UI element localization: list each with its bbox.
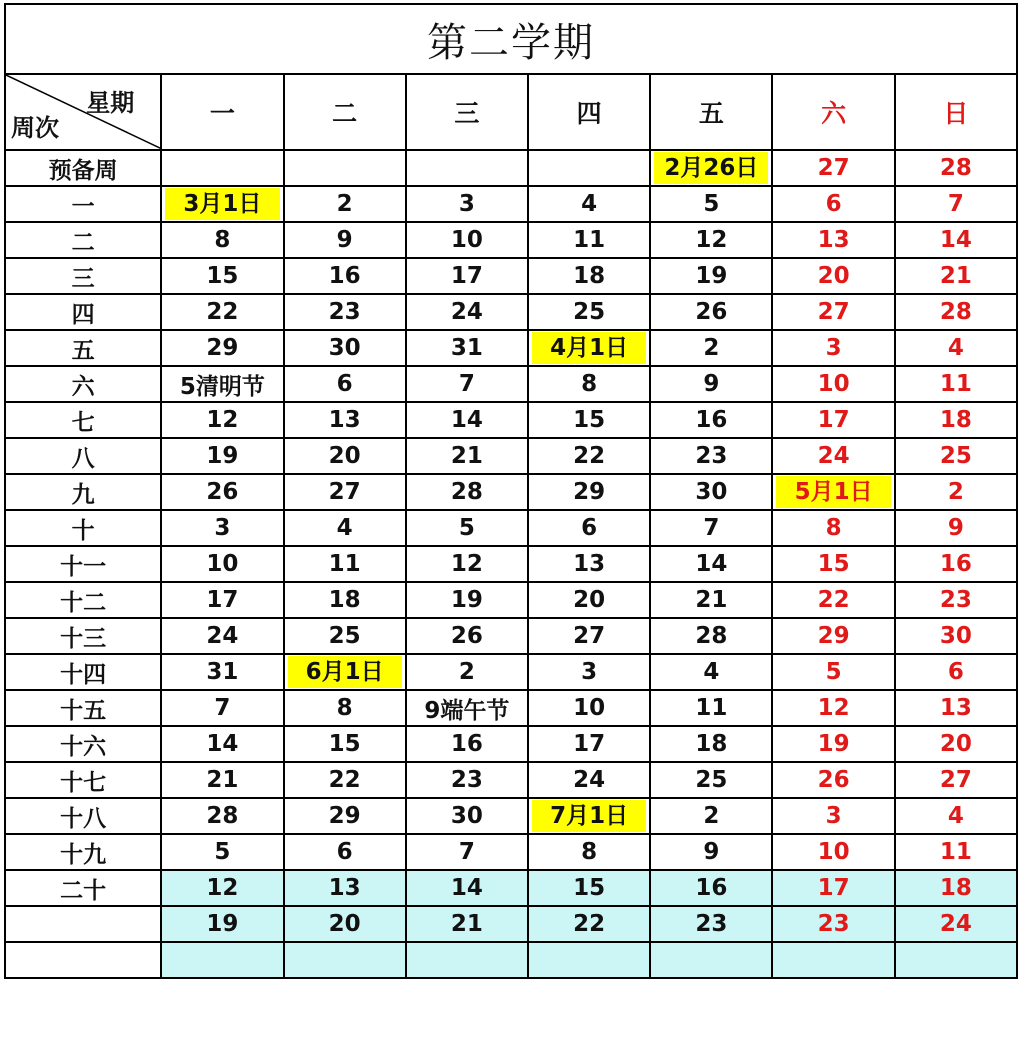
day-cell: 13 xyxy=(772,222,894,258)
week-number-cell: 十九 xyxy=(5,834,161,870)
day-cell: 20 xyxy=(284,906,406,942)
day-cell: 16 xyxy=(406,726,528,762)
table-row xyxy=(5,762,1017,798)
day-cell: 22 xyxy=(528,438,650,474)
week-number-cell xyxy=(5,942,161,978)
day-cell: 28 xyxy=(406,474,528,510)
day-cell: 9端午节 xyxy=(406,690,528,726)
day-cell: 9 xyxy=(895,510,1017,546)
day-cell xyxy=(528,330,650,366)
table-row xyxy=(5,150,1017,186)
week-number-cell: 预备周 xyxy=(5,150,161,186)
day-cell: 19 xyxy=(161,438,283,474)
day-cell: 6 xyxy=(895,654,1017,690)
day-cell: 7 xyxy=(650,510,772,546)
table-corner-header xyxy=(5,74,161,150)
table-row xyxy=(5,870,1017,906)
day-cell xyxy=(528,150,650,186)
day-cell: 17 xyxy=(161,582,283,618)
semester-calendar-table xyxy=(4,3,1018,979)
highlighted-date: 4月1日 xyxy=(532,332,646,364)
day-cell: 18 xyxy=(895,402,1017,438)
day-cell xyxy=(406,942,528,978)
highlighted-date: 6月1日 xyxy=(288,656,402,688)
day-cell: 16 xyxy=(284,258,406,294)
day-cell: 16 xyxy=(650,870,772,906)
week-axis-label: 周次 xyxy=(11,114,59,142)
table-row xyxy=(5,546,1017,582)
day-cell: 9 xyxy=(284,222,406,258)
day-cell: 8 xyxy=(161,222,283,258)
day-cell: 15 xyxy=(284,726,406,762)
day-cell: 31 xyxy=(161,654,283,690)
day-cell: 23 xyxy=(650,906,772,942)
day-cell: 20 xyxy=(284,438,406,474)
day-cell: 23 xyxy=(895,582,1017,618)
week-number-cell: 十四 xyxy=(5,654,161,690)
day-cell: 2 xyxy=(895,474,1017,510)
week-number-cell: 十六 xyxy=(5,726,161,762)
weekday-header-6: 六 xyxy=(772,74,894,150)
week-number-cell: 四 xyxy=(5,294,161,330)
day-cell: 5 xyxy=(650,186,772,222)
table-row xyxy=(5,654,1017,690)
day-cell: 3 xyxy=(406,186,528,222)
day-cell: 3 xyxy=(772,798,894,834)
day-cell: 11 xyxy=(895,366,1017,402)
day-cell: 23 xyxy=(284,294,406,330)
weekday-header-4: 四 xyxy=(528,74,650,150)
table-row xyxy=(5,834,1017,870)
table-row xyxy=(5,438,1017,474)
day-cell: 6 xyxy=(772,186,894,222)
day-cell: 10 xyxy=(772,834,894,870)
weekday-header-2: 二 xyxy=(284,74,406,150)
day-cell: 30 xyxy=(650,474,772,510)
table-row xyxy=(5,582,1017,618)
day-cell xyxy=(772,474,894,510)
week-number-cell: 十三 xyxy=(5,618,161,654)
week-number-cell: 七 xyxy=(5,402,161,438)
day-cell: 19 xyxy=(650,258,772,294)
day-cell xyxy=(528,942,650,978)
day-cell: 3 xyxy=(772,330,894,366)
day-cell: 5 xyxy=(161,834,283,870)
table-row xyxy=(5,618,1017,654)
day-cell: 23 xyxy=(650,438,772,474)
weekday-header-3: 三 xyxy=(406,74,528,150)
day-cell: 16 xyxy=(650,402,772,438)
day-cell: 28 xyxy=(650,618,772,654)
day-cell: 12 xyxy=(772,690,894,726)
day-cell: 28 xyxy=(161,798,283,834)
day-cell: 26 xyxy=(650,294,772,330)
day-cell: 15 xyxy=(528,402,650,438)
week-number-cell: 一 xyxy=(5,186,161,222)
day-cell: 24 xyxy=(528,762,650,798)
day-cell: 7 xyxy=(406,366,528,402)
day-cell: 18 xyxy=(895,870,1017,906)
day-cell: 22 xyxy=(772,582,894,618)
week-number-cell: 二 xyxy=(5,222,161,258)
table-row xyxy=(5,222,1017,258)
day-cell: 13 xyxy=(895,690,1017,726)
day-cell: 13 xyxy=(284,402,406,438)
day-cell: 11 xyxy=(284,546,406,582)
day-cell: 18 xyxy=(528,258,650,294)
day-cell: 9 xyxy=(650,366,772,402)
day-cell: 7 xyxy=(161,690,283,726)
day-cell: 27 xyxy=(772,150,894,186)
day-cell: 10 xyxy=(528,690,650,726)
day-cell: 12 xyxy=(161,402,283,438)
week-number-cell: 十一 xyxy=(5,546,161,582)
day-cell: 12 xyxy=(406,546,528,582)
week-number-cell: 十 xyxy=(5,510,161,546)
day-cell: 29 xyxy=(772,618,894,654)
day-cell: 19 xyxy=(406,582,528,618)
table-row xyxy=(5,402,1017,438)
weekday-header-1: 一 xyxy=(161,74,283,150)
day-cell: 28 xyxy=(895,150,1017,186)
highlighted-date: 7月1日 xyxy=(532,800,646,832)
day-cell: 25 xyxy=(284,618,406,654)
day-cell: 12 xyxy=(161,870,283,906)
weekday-header-7: 日 xyxy=(895,74,1017,150)
day-cell: 10 xyxy=(772,366,894,402)
day-cell: 30 xyxy=(284,330,406,366)
table-row xyxy=(5,474,1017,510)
day-cell: 8 xyxy=(284,690,406,726)
day-cell: 25 xyxy=(650,762,772,798)
day-cell: 6 xyxy=(284,834,406,870)
day-cell: 2 xyxy=(650,330,772,366)
table-row xyxy=(5,726,1017,762)
day-cell: 18 xyxy=(650,726,772,762)
day-cell: 10 xyxy=(161,546,283,582)
day-cell: 21 xyxy=(161,762,283,798)
day-cell: 8 xyxy=(772,510,894,546)
day-cell: 4 xyxy=(528,186,650,222)
weekday-axis-label: 星期 xyxy=(86,89,135,117)
day-cell: 5 xyxy=(406,510,528,546)
day-cell: 26 xyxy=(161,474,283,510)
day-cell: 21 xyxy=(895,258,1017,294)
week-number-cell: 十二 xyxy=(5,582,161,618)
day-cell: 31 xyxy=(406,330,528,366)
day-cell: 27 xyxy=(772,294,894,330)
week-number-cell: 六 xyxy=(5,366,161,402)
week-number-cell: 二十 xyxy=(5,870,161,906)
day-cell: 27 xyxy=(528,618,650,654)
day-cell: 17 xyxy=(772,402,894,438)
week-number-cell: 十七 xyxy=(5,762,161,798)
day-cell xyxy=(528,798,650,834)
day-cell: 28 xyxy=(895,294,1017,330)
day-cell: 11 xyxy=(895,834,1017,870)
day-cell: 29 xyxy=(161,330,283,366)
day-cell xyxy=(161,186,283,222)
day-cell xyxy=(650,150,772,186)
day-cell: 22 xyxy=(528,906,650,942)
week-number-cell: 九 xyxy=(5,474,161,510)
day-cell: 24 xyxy=(406,294,528,330)
day-cell: 2 xyxy=(406,654,528,690)
day-cell: 14 xyxy=(895,222,1017,258)
day-cell: 4 xyxy=(284,510,406,546)
day-cell: 5 xyxy=(772,654,894,690)
weekday-header-5: 五 xyxy=(650,74,772,150)
day-cell: 17 xyxy=(406,258,528,294)
table-row xyxy=(5,366,1017,402)
table-row xyxy=(5,258,1017,294)
day-cell xyxy=(284,654,406,690)
day-cell: 21 xyxy=(406,906,528,942)
day-cell xyxy=(895,942,1017,978)
day-cell: 29 xyxy=(284,798,406,834)
day-cell: 3 xyxy=(528,654,650,690)
day-cell: 4 xyxy=(895,330,1017,366)
day-cell: 4 xyxy=(650,654,772,690)
day-cell: 26 xyxy=(406,618,528,654)
table-row xyxy=(5,186,1017,222)
day-cell: 6 xyxy=(284,366,406,402)
highlighted-date: 5月1日 xyxy=(776,476,890,508)
day-cell: 14 xyxy=(650,546,772,582)
day-cell: 5清明节 xyxy=(161,366,283,402)
day-cell: 19 xyxy=(161,906,283,942)
day-cell: 15 xyxy=(772,546,894,582)
day-cell: 29 xyxy=(528,474,650,510)
day-cell: 16 xyxy=(895,546,1017,582)
day-cell: 14 xyxy=(406,402,528,438)
day-cell: 21 xyxy=(406,438,528,474)
day-cell: 17 xyxy=(528,726,650,762)
day-cell xyxy=(161,150,283,186)
table-row xyxy=(5,906,1017,942)
table-row xyxy=(5,330,1017,366)
day-cell xyxy=(650,942,772,978)
table-row xyxy=(5,798,1017,834)
day-cell: 26 xyxy=(772,762,894,798)
day-cell: 22 xyxy=(161,294,283,330)
day-cell: 4 xyxy=(895,798,1017,834)
day-cell: 2 xyxy=(650,798,772,834)
day-cell: 7 xyxy=(895,186,1017,222)
day-cell xyxy=(161,942,283,978)
day-cell: 13 xyxy=(528,546,650,582)
day-cell: 9 xyxy=(650,834,772,870)
week-number-cell: 三 xyxy=(5,258,161,294)
day-cell: 30 xyxy=(406,798,528,834)
day-cell: 15 xyxy=(161,258,283,294)
day-cell: 8 xyxy=(528,834,650,870)
day-cell: 2 xyxy=(284,186,406,222)
day-cell: 18 xyxy=(284,582,406,618)
day-cell xyxy=(284,150,406,186)
day-cell: 13 xyxy=(284,870,406,906)
day-cell: 19 xyxy=(772,726,894,762)
day-cell: 27 xyxy=(895,762,1017,798)
highlighted-date: 3月1日 xyxy=(165,188,279,220)
day-cell: 12 xyxy=(650,222,772,258)
week-number-cell: 五 xyxy=(5,330,161,366)
semester-title: 第二学期 xyxy=(5,4,1017,74)
week-number-cell: 十五 xyxy=(5,690,161,726)
day-cell: 17 xyxy=(772,870,894,906)
day-cell xyxy=(406,150,528,186)
day-cell: 25 xyxy=(528,294,650,330)
day-cell xyxy=(284,942,406,978)
day-cell: 27 xyxy=(284,474,406,510)
day-cell: 14 xyxy=(161,726,283,762)
day-cell: 24 xyxy=(161,618,283,654)
day-cell: 15 xyxy=(528,870,650,906)
day-cell: 23 xyxy=(772,906,894,942)
week-number-cell xyxy=(5,906,161,942)
day-cell: 25 xyxy=(895,438,1017,474)
table-row xyxy=(5,510,1017,546)
day-cell xyxy=(772,942,894,978)
day-cell: 7 xyxy=(406,834,528,870)
day-cell: 8 xyxy=(528,366,650,402)
day-cell: 11 xyxy=(528,222,650,258)
day-cell: 22 xyxy=(284,762,406,798)
day-cell: 24 xyxy=(772,438,894,474)
day-cell: 24 xyxy=(895,906,1017,942)
day-cell: 14 xyxy=(406,870,528,906)
highlighted-date: 2月26日 xyxy=(654,152,768,184)
day-cell: 20 xyxy=(895,726,1017,762)
day-cell: 30 xyxy=(895,618,1017,654)
table-row xyxy=(5,294,1017,330)
table-row xyxy=(5,690,1017,726)
day-cell: 21 xyxy=(650,582,772,618)
table-row xyxy=(5,942,1017,978)
day-cell: 6 xyxy=(528,510,650,546)
day-cell: 10 xyxy=(406,222,528,258)
week-number-cell: 八 xyxy=(5,438,161,474)
week-number-cell: 十八 xyxy=(5,798,161,834)
day-cell: 23 xyxy=(406,762,528,798)
day-cell: 20 xyxy=(772,258,894,294)
day-cell: 3 xyxy=(161,510,283,546)
day-cell: 11 xyxy=(650,690,772,726)
day-cell: 20 xyxy=(528,582,650,618)
